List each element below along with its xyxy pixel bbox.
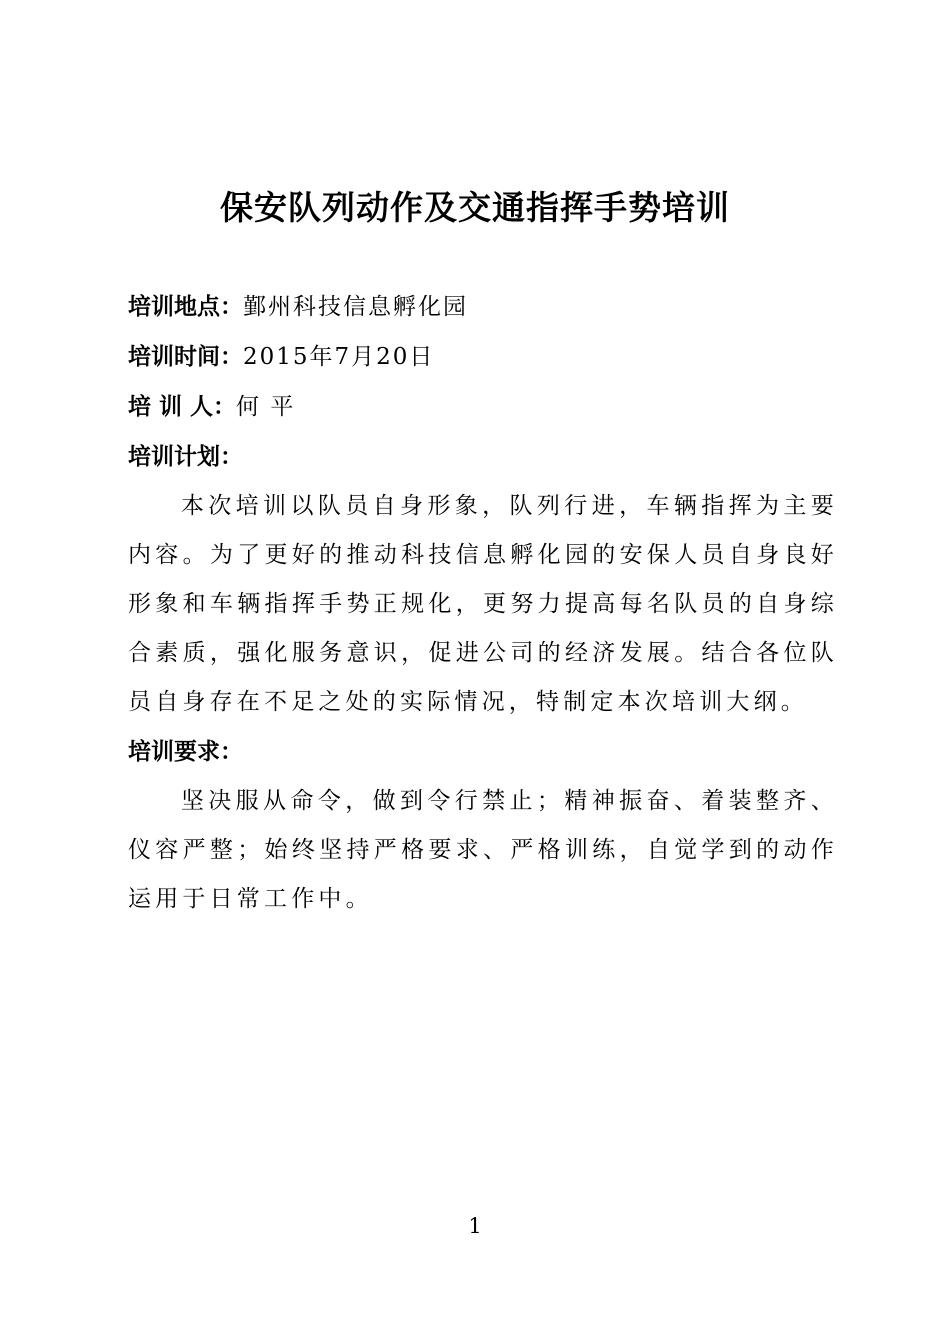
requirements-paragraph: 坚决服从命令，做到令行禁止；精神振奋、着装整齐、仪容严整；始终坚持严格要求、严格训练，自觉学到的动作运用于日常工作中。 <box>128 788 838 912</box>
field-plan <box>128 432 838 482</box>
field-trainer-label: 培 训 人： <box>128 394 237 420</box>
field-time <box>128 332 838 382</box>
field-time-label: 培训时间： <box>128 344 243 370</box>
plan-paragraph: 本次培训以队员自身形象，队列行进，车辆指挥为主要内容。为了更好的推动科技信息孵化园的安保人员自身良好形象和车辆指挥手势正规化，更努力提高每名队员的自身综合素质，强化服务意识，促进公司的经济发展。结合各位队员自身存在不足之处的实际情况，特制定本次培训大纲。 <box>128 493 838 715</box>
field-location <box>128 282 838 332</box>
field-trainer <box>128 382 838 432</box>
field-location-label: 培训地点： <box>128 294 243 320</box>
document-body <box>128 282 838 924</box>
field-trainer-value: 何 平 <box>236 394 296 420</box>
field-time-value: 2015年7月20日 <box>243 344 435 370</box>
field-plan-label: 培训计划： <box>128 444 243 470</box>
document-title: 保安队列动作及交通指挥手势培训 <box>220 188 730 227</box>
field-requirements-label: 培训要求： <box>128 739 243 765</box>
page-number: 1 <box>468 1214 482 1238</box>
field-requirements <box>128 727 838 777</box>
field-location-value: 鄞州科技信息孵化园 <box>243 294 468 320</box>
